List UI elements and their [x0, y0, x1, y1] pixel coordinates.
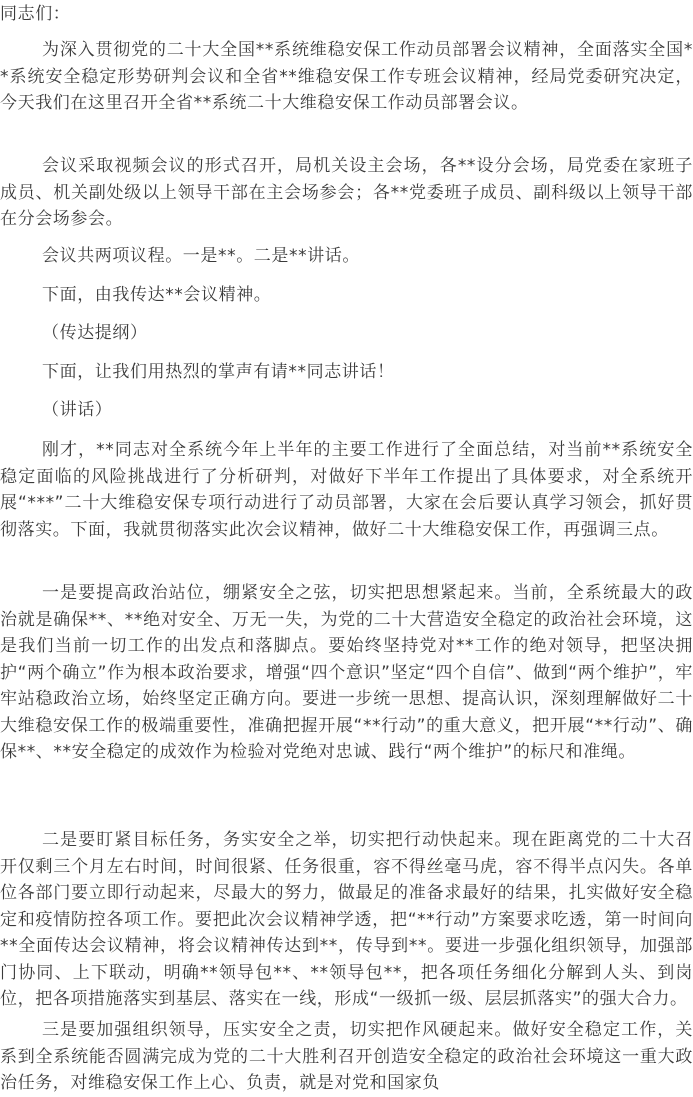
paragraph-outline-note: （传达提纲）: [42, 323, 148, 343]
paragraph-point-one: 一是要提高政治站位，绷紧安全之弦，切实把思想紧起来。当前，全系统最大的政治就是确保**、**绝对安全、万无一失，为党的二十大营造安全稳定的政治社会环境，这是我们当前一切工作的出发点和落脚点。要始终坚持党对**工作的绝对领导，把坚决拥护“两个确立”作为根本政治要求，增强“四个意识”坚定“四个自信”、做到“两个维护”，牢牢站稳政治立场，始终坚定正确方向。要进一步统一思想、提高认识，深刻理解做好二十大维稳安保工作的极端重要性，准确把握开展“**行动”的重大意义，把开展“**行动”、确保**、**安全稳定的成效作为检验对党绝对忠诚、践行“两个维护”的标尺和准绳。: [0, 583, 693, 762]
paragraph-summary: 刚才，**同志对全系统今年上半年的主要工作进行了全面总结，对当前**系统安全稳定面临的风险挑战进行了分析研判，对做好下半年工作提出了具体要求，对全系统开展“***”二十大维稳安保专项行动进行了动员部署，大家在会后要认真学习领会，抓好贯彻落实。下面，我就贯彻落实此次会议精神，做好二十大维稳安保工作，再强调三点。: [0, 440, 693, 540]
paragraph-point-three: 三是要加强组织领导，压实安全之责，切实把作风硬起来。做好安全稳定工作，关系到全系统能否圆满完成为党的二十大胜利召开创造安全稳定的政治社会环境这一重大政治任务，对维稳安保工作上心、负责，就是对党和国家负: [0, 1020, 693, 1093]
paragraph-agenda: 会议共两项议程。一是**。二是**讲话。: [42, 246, 360, 266]
paragraph-invite-speech: 下面，让我们用热烈的掌声有请**同志讲话！: [42, 362, 395, 382]
salutation: 同志们：: [0, 4, 71, 24]
paragraph-point-two: 二是要盯紧目标任务，务实安全之举，切实把行动快起来。现在距离党的二十大召开仅剩三个月左右时间，时间很紧、任务很重，容不得丝毫马虎，容不得半点闪失。各单位各部门要立即行动起来，尽最大的努力，做最足的准备求最好的结果，扎实做好安全稳定和疫情防控各项工作。要把此次会议精神学透，把“**行动”方案要求吃透，第一时间向**全面传达会议精神，将会议精神传达到**，传导到**。要进一步强化组织领导，加强部门协同、上下联动，明确**领导包**、**领导包**，把各项任务细化分解到人头、到岗位，把各项措施落实到基层、落实在一线，形成“一级抓一级、层层抓落实”的强大合力。: [0, 830, 693, 1009]
paragraph-transmit: 下面，由我传达**会议精神。: [42, 285, 272, 305]
paragraph-intro: 为深入贯彻党的二十大全国**系统维稳安保工作动员部署会议精神，全面落实全国**系统安全稳定形势研判会议和全省**维稳安保工作专班会议精神，经局党委研究决定，今天我们在这里召开全省**系统二十大维稳安保工作动员部署会议。: [0, 40, 693, 113]
paragraph-speech-note: （讲话）: [42, 400, 113, 420]
paragraph-meeting-format: 会议采取视频会议的形式召开，局机关设主会场，各**设分会场，局党委在家班子成员、机关副处级以上领导干部在主会场参会；各**党委班子成员、副科级以上领导干部在分会场参会。: [0, 156, 693, 229]
